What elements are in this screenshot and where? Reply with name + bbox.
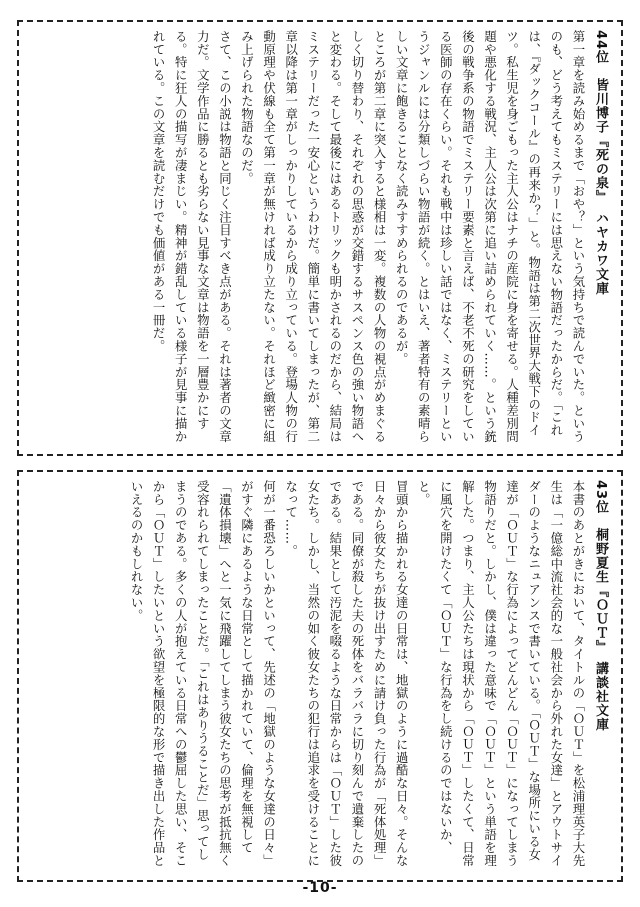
review-44-publisher: ハヤカワ文庫 xyxy=(593,211,608,296)
review-43-heading xyxy=(589,480,611,872)
review-44-body xyxy=(29,30,611,446)
review-43-paragraph: 本書のあとがきにおいて、タイトルの「ＯＵＴ」を松浦理英子大先生は「一億総中流社会的な一般社会から外れた女達」とアウトサイダーのようなニュアンスで書いている。「ＯＵＴ」な場所にいる女達が「ＯＵＴ」な行為によってどんどん「ＯＵＴ」になってしまう物語りだと。しかし、僕は違った意味で「ＯＵＴ」という単語を理解した。つまり、主人公たちは現状から「ＯＵＴ」したくて、日常に風穴を開けたくて「ＯＵＴ」な行為をし続けるのではないか、と。 xyxy=(416,480,586,867)
review-43-title: 『ＯＵＴ』 xyxy=(593,584,608,648)
review-44-paragraph: ところが第二章に突入すると様相は一変。複数の人物の視点がめまぐるしく切り替わり、それぞれの思惑が交錯するサスペンス色の強い物語へと変わる。そして最後にはあるトリックも明かされるのだから、結局はミステリーだった一安心というわけだ。簡単に書いてしまったが、第二章以降は第一章がしっかりしているから成り立っている。登場人物の行動原理や伏線も全て第一章が無ければ成り立たない。それほど緻密に組み上げられた物語なのだ。 xyxy=(239,30,388,443)
review-44-title: 『死の泉』 xyxy=(593,134,608,198)
review-44 xyxy=(17,20,623,456)
page-number: -10- xyxy=(302,880,338,896)
review-43-paragraph: 何が一番恐ろしいかといって、先述の「地獄のような女達の日々」がすぐ隣にあるような日常として描かれていて、倫理を無視して「遺体損壊」へと一気に飛躍してしまう彼女たちの思考が抵抗無く受容れられてしまったことだ。「これはありうることだ」思ってしまうのである。多くの人が抱えている日常への鬱屈した思い、そこから「ＯＵＴ」したいという欲望を極限的な形で描き出した作品といえるのかもしれない。 xyxy=(129,480,277,867)
review-43-publisher: 講談社文庫 xyxy=(593,661,608,732)
review-44-paragraph: 第一章を読み始めるまで「おや？」という気持ちで読んでいた。というのも、どう考えてもミステリーには思えない物語だったからだ。「これは、『ダックコール』の再来か？」と。物語は第二次世界大戦下のドイツ。私生児を身ごもった主人公はナチの産院に身を寄せる。人種差別問題や悪化する戦況、主人公は次第に追い詰められていく……。という銃後の戦争系の物語でミステリー要素と言えば、不老不死の研究をしている医師の存在くらい。それも戦中は珍しい話ではなく、ミステリーというジャンルには分類しづらい物語が続く。とはいえ、著者特有の素晴らしい文章に飽きることなく読みすすめられるのであるが。 xyxy=(394,30,586,443)
review-44-heading xyxy=(589,30,611,446)
review-44-author: 皆川博子 xyxy=(593,78,608,135)
review-43-body xyxy=(29,480,611,872)
review-43 xyxy=(17,470,623,882)
review-44-rank: 44位 xyxy=(593,30,608,65)
review-43-author: 桐野夏生 xyxy=(593,528,608,585)
review-43-paragraph: 冒頭から描かれる女達の日常は、地獄のように過酷な日々。そんな日々から彼女たちが抜け出すために請け負った行為が「死体処理」である。同僚が殺した夫の死体をバラバラに切り刻んで遺棄したのである。結果として汚泥を啜るような日常からは「ＯＵＴ」した彼女たち。しかし、当然の如く彼女たちの犯行は追求を受けることになって……。 xyxy=(283,480,410,867)
review-44-paragraph: さて、この小説は物語と同じく注目すべき点がある。それは著者の文章力だ。文学作品に勝るとも劣らない見事な文章は物語を一層豊かにする。特に狂人の描写が凄まじい。精神が錯乱している様子が見事に描かれている。この文章を読むだけでも価値がある一冊だ。 xyxy=(151,30,233,443)
review-43-rank: 43位 xyxy=(593,480,608,515)
